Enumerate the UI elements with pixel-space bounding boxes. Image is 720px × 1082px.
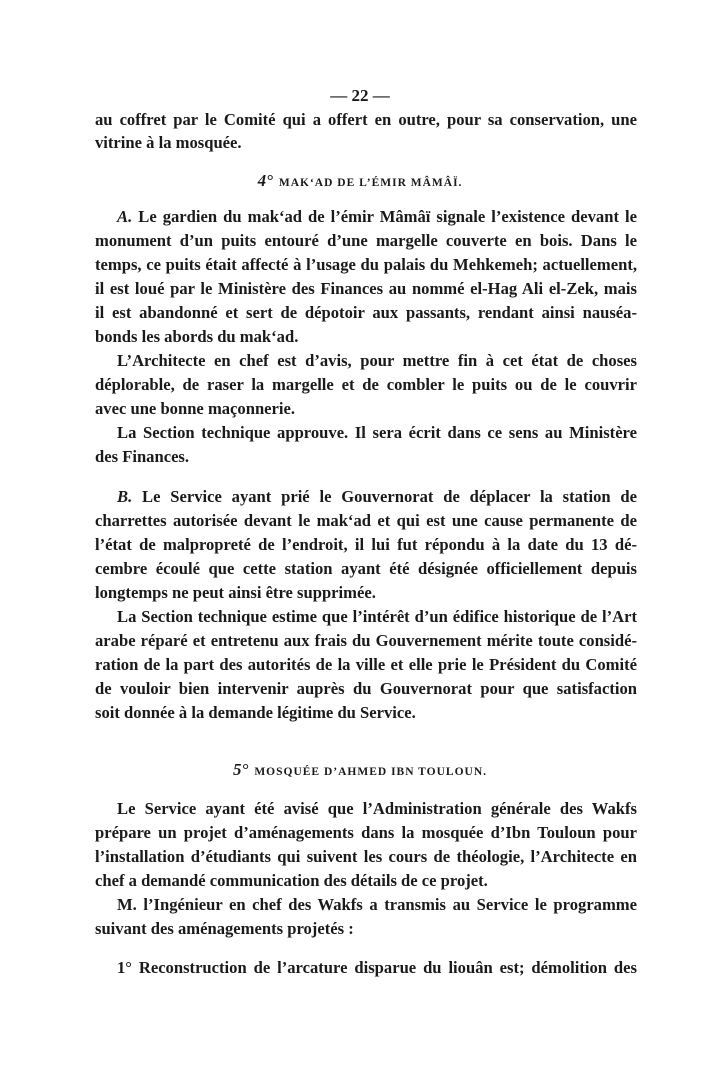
paragraph-label: B. [117, 487, 133, 506]
text-line: 1° Reconstruction de l’arcature disparue du liouân est; démolition des [117, 958, 637, 977]
text-line: chef a demandé communication des détails de ce projet. [95, 871, 488, 890]
text-line: l’installation d’étudiants qui suivent les cours de théologie, l’Architecte en [95, 847, 637, 866]
section-title: MOSQUÉE D’AHMED IBN TOULOUN. [254, 766, 487, 778]
text-line: vitrine à la mosquée. [95, 133, 242, 152]
text-line: monument d’un puits entouré d’une margelle couverte en bois. Dans le [95, 231, 637, 250]
text-line: La Section technique estime que l’intérêt d’un édifice historique de l’Art [117, 607, 637, 626]
text-line: temps, ce puits était affecté à l’usage du palais du Mehkemeh; actuellement, [95, 255, 637, 274]
page-number: — 22 — [330, 86, 390, 105]
text-line [117, 205, 637, 229]
text-line: soit donnée à la demande légitime du Service. [95, 703, 416, 722]
paragraph-label: A. [117, 207, 133, 226]
text-line: Le Service ayant été avisé que l’Administration générale des Wakfs [117, 799, 637, 818]
text-line: il est loué par le Ministère des Finances au nommé el-Hag Ali el-Zek, mais [95, 279, 637, 298]
text-line: cembre écoulé que cette station ayant été désignée officiellement depuis [95, 559, 637, 578]
text-line [117, 485, 637, 509]
text-span: Le Service ayant prié le Gouvernorat de déplacer la station de [142, 487, 637, 506]
text-line: bonds les abords du mak‘ad. [95, 327, 299, 346]
text-line: longtemps ne peut ainsi être supprimée. [95, 583, 376, 602]
text-line: des Finances. [95, 447, 190, 466]
text-line: au coffret par le Comité qui a offert en outre, pour sa conservation, une [95, 110, 637, 129]
text-line: de vouloir bien intervenir auprès du Gouvernorat pour que satisfaction [95, 679, 637, 698]
text-line: suivant des aménagements projetés : [95, 919, 354, 938]
section-heading-5 [0, 758, 720, 784]
text-line: L’Architecte en chef est d’avis, pour mettre fin à cet état de choses [117, 351, 637, 370]
text-line: avec une bonne maçonnerie. [95, 399, 296, 418]
text-line: il est abandonné et sert de dépotoir aux passants, rendant ainsi nauséa- [95, 303, 637, 322]
text-line: arabe réparé et entretenu aux frais du Gouvernement mérite toute considé- [95, 631, 637, 650]
text-line: ration de la part des autorités de la ville et elle prie le Président du Comité [95, 655, 637, 674]
text-line: déplorable, de raser la margelle et de combler le puits ou de le couvrir [95, 375, 637, 394]
section-number: 4° [257, 171, 273, 190]
text-line: La Section technique approuve. Il sera écrit dans ce sens au Ministère [117, 423, 637, 442]
text-span: Le gardien du mak‘ad de l’émir Mâmâï signale l’existence devant le [138, 207, 637, 226]
text-line: prépare un projet d’aménagements dans la mosquée d’Ibn Touloun pour [95, 823, 637, 842]
text-line: M. l’Ingénieur en chef des Wakfs a transmis au Service le programme [117, 895, 637, 914]
section-title: MAK‘AD DE L’ÉMIR MÂMÂÏ. [278, 177, 463, 189]
text-line: l’état de malpropreté de l’endroit, il lui fut répondu à la date du 13 dé- [95, 535, 637, 554]
section-heading-4 [0, 169, 720, 195]
text-line: charrettes autorisée devant le mak‘ad et qui est une cause permanente de [95, 511, 637, 530]
section-number: 5° [233, 760, 249, 779]
